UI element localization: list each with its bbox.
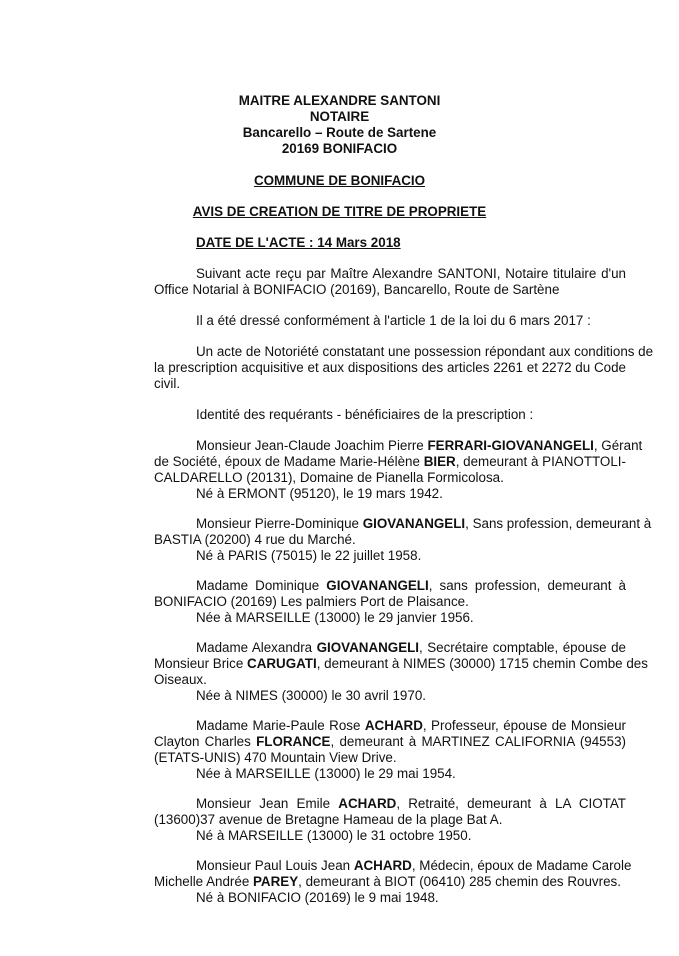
requerant-7-spouse: PAREY [253,874,299,889]
requerant-5-line-2: Clayton Charles FLORANCE, demeurant à MARTINEZ CALIFORNIA (94553) [154,734,626,749]
requerant-2-line-2: BASTIA (20200) 4 rue du Marché. [154,532,356,547]
requerant-1-line-3: CALDARELLO (20131), Domaine de Pianella Formicolosa. [154,470,504,485]
requerant-1-birth: Né à ERMONT (95120), le 19 mars 1942. [196,486,443,501]
notoriete-line-3: civil. [154,376,181,391]
avis-heading: AVIS DE CREATION DE TITRE DE PROPRIETE [192,204,487,219]
requerant-6-name: ACHARD [338,796,397,811]
requerant-1-line-2: de Société, époux de Madame Marie-Hélène BIER, demeurant à PIANOTTOLI- [154,454,626,469]
requerant-1-line-1: Monsieur Jean-Claude Joachim Pierre FERRARI-GIOVANANGELI, Gérant [196,438,643,453]
requerant-7-birth: Né à BONIFACIO (20169) le 9 mai 1948. [196,890,439,905]
requerant-6-birth: Né à MARSEILLE (13000) le 31 octobre 1950. [196,828,472,843]
requerant-5-name: ACHARD [364,718,423,733]
identite-line: Identité des requérants - bénéficiaires de la prescription : [196,407,534,422]
requerant-7-line-1: Monsieur Paul Louis Jean ACHARD, Médecin, époux de Madame Carole [196,858,632,873]
notoriete-line-2: la prescription acquisitive et aux dispositions des articles 2261 et 2272 du Code [154,360,626,375]
requerant-7-name: ACHARD [353,858,412,873]
requerant-5-line-1: Madame Marie-Paule Rose ACHARD, Professeur, épouse de Monsieur [196,718,626,733]
notary-city: 20169 BONIFACIO [281,141,398,156]
notary-address: Bancarello – Route de Sartene [242,125,437,140]
requerant-2-line-1: Monsieur Pierre-Dominique GIOVANANGELI, Sans profession, demeurant à [196,516,652,531]
requerant-4-name: GIOVANANGELI [316,640,420,655]
requerant-6-line-1: Monsieur Jean Emile ACHARD, Retraité, demeurant à LA CIOTAT [196,796,626,811]
notary-name: MAITRE ALEXANDRE SANTONI [238,93,441,108]
requerant-3-birth: Née à MARSEILLE (13000) le 29 janvier 1956. [196,610,474,625]
requerant-2-name: GIOVANANGELI [362,516,466,531]
requerant-5-line-3: (ETATS-UNIS) 470 Mountain View Drive. [154,750,397,765]
intro-line-1: Suivant acte reçu par Maître Alexandre SANTONI, Notaire titulaire d'un [196,266,626,281]
requerant-4-spouse: CARUGATI [247,656,317,671]
notary-title: NOTAIRE [309,109,370,124]
requerant-1-spouse: BIER [423,454,456,469]
requerant-4-line-3: Oiseaux. [154,672,207,687]
requerant-5-spouse: FLORANCE [256,734,331,749]
requerant-5-birth: Née à MARSEILLE (13000) le 29 mai 1954. [196,766,456,781]
dresse-line: Il a été dressé conformément à l'article 1 de la loi du 6 mars 2017 : [196,313,591,328]
requerant-4-line-2: Monsieur Brice CARUGATI, demeurant à NIMES (30000) 1715 chemin Combe des [154,656,648,671]
requerant-4-line-1: Madame Alexandra GIOVANANGELI, Secrétaire comptable, épouse de [196,640,626,655]
requerant-1-name: FERRARI-GIOVANANGELI [427,438,594,453]
act-date: DATE DE L'ACTE : 14 Mars 2018 [196,235,401,250]
requerant-3-name: GIOVANANGELI [326,578,429,593]
notoriete-line-1: Un acte de Notoriété constatant une possession répondant aux conditions de [196,344,654,359]
intro-line-2: Office Notarial à BONIFACIO (20169), Bancarello, Route de Sartène [154,282,560,297]
requerant-6-line-2: (13600)37 avenue de Bretagne Hameau de la plage Bat A. [154,812,503,827]
requerant-3-line-2: BONIFACIO (20169) Les palmiers Port de Plaisance. [154,594,469,609]
commune-heading: COMMUNE DE BONIFACIO [253,173,426,188]
requerant-7-line-2: Michelle Andrée PAREY, demeurant à BIOT (06410) 285 chemin des Rouvres. [154,874,621,889]
requerant-2-birth: Né à PARIS (75015) le 22 juillet 1958. [196,548,422,563]
requerant-3-line-1: Madame Dominique GIOVANANGELI, sans profession, demeurant à [196,578,626,593]
requerant-4-birth: Née à NIMES (30000) le 30 avril 1970. [196,688,426,703]
